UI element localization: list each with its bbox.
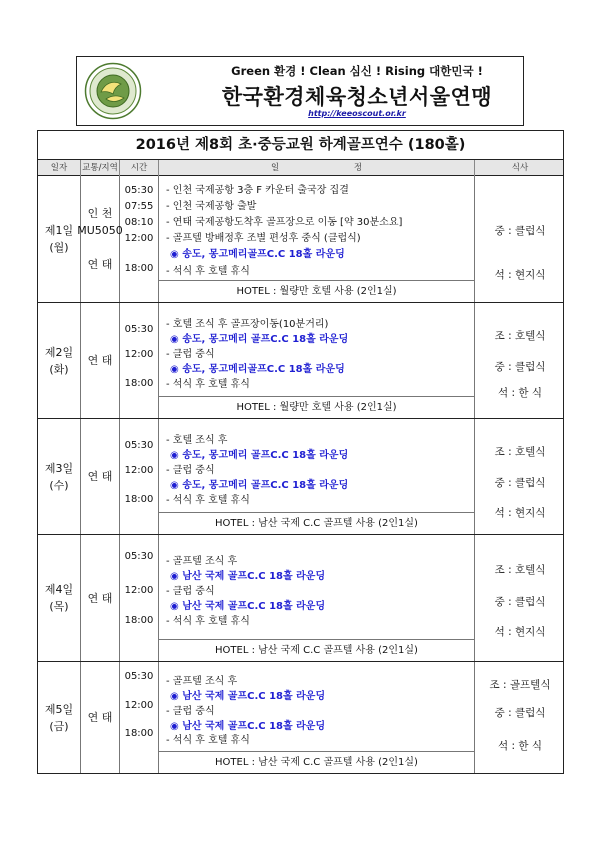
day-time-cell	[120, 662, 159, 773]
day-time-cell	[120, 303, 159, 418]
day-date-cell	[38, 303, 81, 418]
schedule-item: - 연태 국제공항도착후 골프장으로 이동 [약 30분소요]	[166, 217, 403, 228]
time-entry: 18:00	[124, 378, 154, 389]
golf-round-item: ◉ 남산 국제 골프C.C 18홀 라운딩	[170, 601, 326, 612]
schedule-item: - 골프텔 조식 후	[166, 676, 238, 687]
day-meal-cell	[475, 419, 565, 534]
meal-entry: 석 : 현지식	[494, 626, 546, 638]
meal-entry: 석 : 한 식	[498, 387, 542, 399]
schedule-item: - 석식 후 호텔 휴식	[166, 735, 250, 746]
time-entry: 07:55	[124, 201, 154, 212]
organization-name: 한국환경체육청소년서울연맹	[221, 85, 493, 109]
time-entry: 12:00	[124, 465, 154, 476]
hotel-info: HOTEL : 남산 국제 C.C 골프텔 사용 (2인1실)	[159, 639, 474, 661]
schedule-item: - 골프텔 조식 후	[166, 556, 238, 567]
day-row	[37, 303, 564, 419]
time-entry: 18:00	[124, 728, 154, 739]
time-entry: 12:00	[124, 349, 154, 360]
day-time-cell	[120, 419, 159, 534]
day-schedule-cell	[159, 303, 475, 418]
day-meal-cell	[475, 662, 565, 773]
day-transport-cell	[81, 303, 120, 418]
day-schedule-cell	[159, 535, 475, 661]
day-transport-cell	[77, 176, 123, 302]
meal-entry: 조 : 호텔식	[494, 564, 546, 576]
day-transport: 인 천 MU5050 연 태	[77, 207, 123, 271]
meal-entry: 조 : 골프텔식	[489, 679, 551, 691]
col-header-meal: 식사	[511, 163, 529, 173]
day-transport-cell	[81, 419, 120, 534]
table-header-row	[37, 159, 564, 176]
time-entry: 12:00	[124, 585, 154, 596]
document-title: 2016년 제8회 초·중등교원 하계골프연수 (180홀)	[37, 130, 564, 159]
slogan: Green 환경 ! Clean 심신 ! Rising 대한민국 !	[231, 64, 483, 78]
header-box	[76, 56, 524, 126]
day-transport: 연 태	[87, 470, 113, 483]
col-header-time: 시간	[120, 160, 159, 176]
golf-round-item: ◉ 송도, 몽고메리골프C.C 18홀 라운딩	[170, 364, 345, 375]
schedule-item: - 석식 후 호텔 휴식	[166, 616, 250, 627]
day-rows	[37, 176, 564, 774]
day-date: 제1일 (월)	[44, 224, 74, 254]
hotel-info: HOTEL : 남산 국제 C.C 골프텔 사용 (2인1실)	[159, 751, 474, 773]
federation-logo-icon	[84, 62, 142, 120]
schedule-item: - 클럽 중식	[166, 706, 215, 717]
schedule-item: - 호텔 조식 후 골프장이동(10분거리)	[166, 319, 329, 330]
schedule-item: - 인천 국제공항 3층 F 카운터 출국장 집결	[166, 185, 349, 196]
day-transport: 연 태	[87, 354, 113, 367]
col-header-date: 일자	[38, 160, 81, 176]
golf-round-item: ◉ 남산 국제 골프C.C 18홀 라운딩	[170, 691, 326, 702]
golf-round-item: ◉ 송도, 몽고메리골프C.C 18홀 라운딩	[170, 249, 345, 260]
day-transport-cell	[81, 535, 120, 661]
day-meal-cell	[475, 535, 565, 661]
day-date: 제5일 (금)	[44, 702, 74, 733]
schedule-item: - 골프텔 방배정후 조별 편성후 중식 (클럽식)	[166, 233, 361, 244]
golf-round-item: ◉ 남산 국제 골프C.C 18홀 라운딩	[170, 721, 326, 732]
golf-round-item: ◉ 송도, 몽고메리 골프C.C 18홀 라운딩	[170, 480, 349, 491]
day-row	[37, 535, 564, 662]
meal-entry: 중 : 클럽식	[494, 477, 546, 489]
day-date-cell	[38, 535, 81, 661]
day-transport-cell	[81, 662, 120, 773]
day-time-cell	[120, 176, 159, 302]
time-entry: 05:30	[124, 324, 154, 335]
time-entry: 05:30	[124, 185, 154, 196]
meal-entry: 석 : 현지식	[494, 269, 546, 281]
col-header-transport: 교통/지역	[81, 160, 120, 176]
meal-entry: 중 : 클럽식	[494, 225, 546, 237]
meal-entry: 석 : 현지식	[494, 507, 546, 519]
time-entry: 18:00	[124, 494, 154, 505]
golf-round-item: ◉ 송도, 몽고메리 골프C.C 18홀 라운딩	[170, 450, 349, 461]
golf-round-item: ◉ 송도, 몽고메리 골프C.C 18홀 라운딩	[170, 334, 349, 345]
meal-entry: 조 : 호텔식	[494, 330, 546, 342]
schedule-item: - 클럽 중식	[166, 586, 215, 597]
day-date-cell	[38, 419, 81, 534]
day-meal-cell	[475, 176, 565, 302]
day-time-cell	[120, 535, 159, 661]
schedule-item: - 석식 후 호텔 휴식	[166, 495, 250, 506]
time-entry: 18:00	[124, 615, 154, 626]
time-entry: 05:30	[124, 551, 154, 562]
day-schedule-cell	[159, 419, 475, 534]
day-date-cell	[38, 176, 81, 302]
meal-entry: 중 : 클럽식	[494, 596, 546, 608]
meal-entry: 중 : 클럽식	[494, 361, 546, 373]
day-schedule-cell	[159, 662, 475, 773]
day-schedule-cell	[159, 176, 475, 302]
day-transport: 연 태	[87, 711, 113, 724]
golf-round-item: ◉ 남산 국제 골프C.C 18홀 라운딩	[170, 571, 326, 582]
day-transport: 연 태	[87, 591, 113, 605]
time-entry: 12:00	[124, 233, 154, 244]
schedule-item: - 인천 국제공항 출발	[166, 201, 257, 212]
day-row	[37, 662, 564, 774]
col-header-schedule: 일 정	[159, 160, 475, 176]
day-date-cell	[38, 662, 81, 773]
schedule-item: - 석식 후 호텔 휴식	[166, 266, 250, 277]
schedule-item: - 석식 후 호텔 휴식	[166, 379, 250, 390]
day-date: 제4일 (목)	[44, 583, 74, 613]
day-meal-cell	[475, 303, 565, 418]
day-date: 제3일 (수)	[44, 461, 74, 492]
time-entry: 18:00	[124, 263, 154, 274]
schedule-item: - 호텔 조식 후	[166, 435, 228, 446]
schedule-item: - 클럽 중식	[166, 349, 215, 360]
day-row	[37, 419, 564, 535]
day-row	[37, 176, 564, 303]
hotel-info: HOTEL : 월량만 호텔 사용 (2인1실)	[159, 280, 474, 302]
day-date: 제2일 (화)	[44, 345, 74, 376]
time-entry: 05:30	[124, 440, 154, 451]
meal-entry: 중 : 클럽식	[494, 707, 546, 719]
schedule-item: - 클럽 중식	[166, 465, 215, 476]
hotel-info: HOTEL : 월량만 호텔 사용 (2인1실)	[159, 396, 474, 418]
meal-entry: 조 : 호텔식	[494, 446, 546, 458]
schedule-table	[37, 159, 564, 774]
meal-entry: 석 : 한 식	[498, 740, 542, 752]
time-entry: 12:00	[124, 700, 154, 711]
website-link[interactable]: http://keeoscout.or.kr	[308, 109, 406, 118]
time-entry: 08:10	[124, 217, 154, 228]
time-entry: 05:30	[124, 671, 154, 682]
hotel-info: HOTEL : 남산 국제 C.C 골프텔 사용 (2인1실)	[159, 512, 474, 534]
